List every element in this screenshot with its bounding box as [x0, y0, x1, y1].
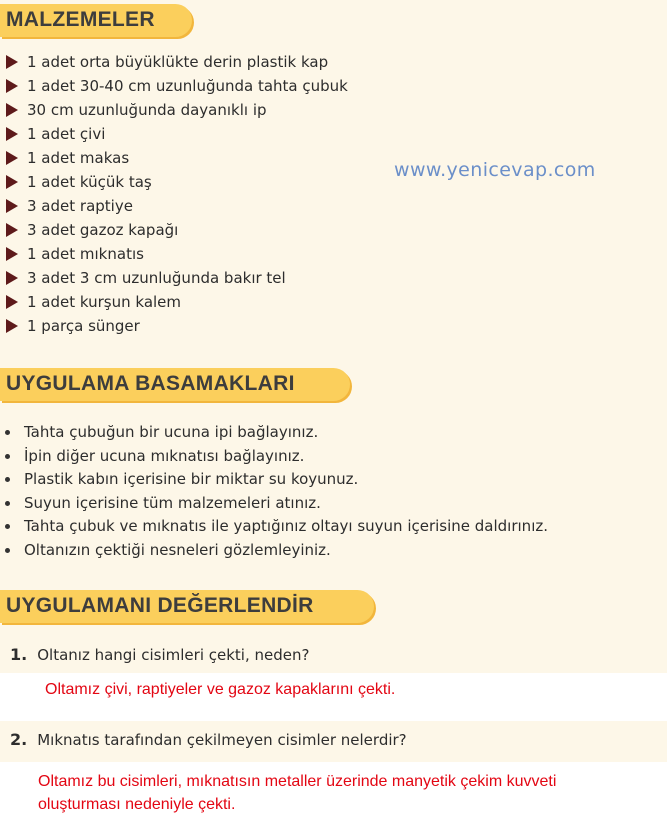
evaluate-title: UYGULAMANI DEĞERLENDİR [6, 594, 314, 617]
list-item: 1 adet küçük taş [0, 170, 348, 194]
question-text: Mıknatıs tarafından çekilmeyen cisimler nelerdir? [37, 731, 407, 749]
answer-text: Oltamız çivi, raptiyeler ve gazoz kapaklarını çekti. [45, 681, 396, 698]
arrow-bullet-icon [6, 271, 18, 285]
evaluate-header [0, 590, 374, 623]
arrow-bullet-icon [6, 319, 18, 333]
watermark: www.yenicevap.com [394, 159, 596, 181]
steps-list [0, 421, 548, 563]
arrow-bullet-icon [6, 127, 18, 141]
arrow-bullet-icon [6, 79, 18, 93]
bullet-dot-icon [5, 524, 10, 529]
materials-title: MALZEMELER [6, 8, 155, 31]
bullet-dot-icon [5, 548, 10, 553]
arrow-bullet-icon [6, 103, 18, 117]
arrow-bullet-icon [6, 55, 18, 69]
list-item: 30 cm uzunluğunda dayanıklı ip [0, 98, 348, 122]
list-item: 3 adet gazoz kapağı [0, 218, 348, 242]
arrow-bullet-icon [6, 223, 18, 237]
bullet-dot-icon [5, 454, 10, 459]
arrow-bullet-icon [6, 199, 18, 213]
answer-text: Oltamız bu cisimleri, mıknatısın metaller üzerinde manyetik çekim kuvveti oluşturması nedeniyle çekti. [38, 773, 557, 813]
answer-box-1 [0, 673, 667, 721]
arrow-bullet-icon [6, 151, 18, 165]
materials-header [0, 4, 192, 37]
list-item: 3 adet 3 cm uzunluğunda bakır tel [0, 266, 348, 290]
steps-header [0, 368, 350, 401]
list-item: 1 adet orta büyüklükte derin plastik kap [0, 50, 348, 74]
arrow-bullet-icon [6, 247, 18, 261]
list-item: Tahta çubuk ve mıknatıs ile yaptığınız oltayı suyun içerisine daldırınız. [0, 515, 548, 539]
bullet-dot-icon [5, 477, 10, 482]
list-item: 3 adet raptiye [0, 194, 348, 218]
list-item: 1 parça sünger [0, 314, 348, 338]
question-number: 2. [10, 730, 28, 749]
list-item: Tahta çubuğun bir ucuna ipi bağlayınız. [0, 421, 548, 445]
list-item: 1 adet kurşun kalem [0, 290, 348, 314]
bullet-dot-icon [5, 430, 10, 435]
list-item: Plastik kabın içerisine bir miktar su koyunuz. [0, 468, 548, 492]
list-item: Oltanızın çektiği nesneleri gözlemleyiniz. [0, 539, 548, 563]
list-item: 1 adet makas [0, 146, 348, 170]
question-1 [10, 645, 309, 664]
list-item: 1 adet mıknatıs [0, 242, 348, 266]
answer-box-2 [0, 762, 667, 823]
list-item: 1 adet çivi [0, 122, 348, 146]
question-text: Oltanız hangi cisimleri çekti, neden? [37, 646, 310, 664]
list-item: Suyun içerisine tüm malzemeleri atınız. [0, 492, 548, 516]
list-item: İpin diğer ucuna mıknatısı bağlayınız. [0, 445, 548, 469]
arrow-bullet-icon [6, 295, 18, 309]
materials-list [0, 50, 348, 338]
arrow-bullet-icon [6, 175, 18, 189]
question-2 [10, 730, 407, 749]
bullet-dot-icon [5, 501, 10, 506]
question-number: 1. [10, 645, 28, 664]
steps-title: UYGULAMA BASAMAKLARI [6, 372, 295, 395]
list-item: 1 adet 30-40 cm uzunluğunda tahta çubuk [0, 74, 348, 98]
